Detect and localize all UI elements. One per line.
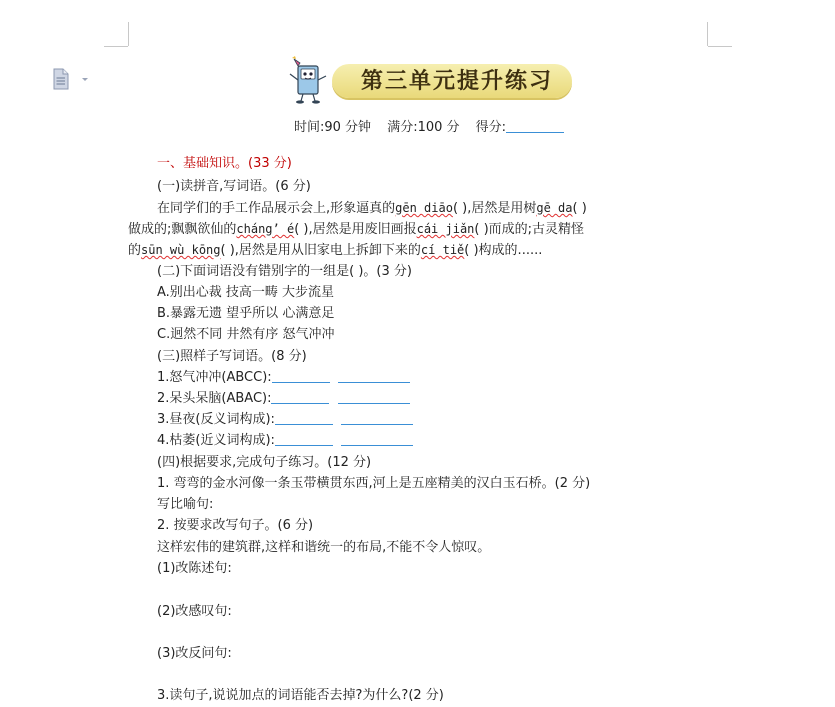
score-line bbox=[294, 116, 576, 135]
caret-down-icon bbox=[82, 78, 88, 81]
question-4-title: (四)根据要求,完成句子练习。(12 分) bbox=[157, 455, 372, 470]
answer-blank[interactable] bbox=[272, 369, 330, 383]
question-4-item-2-a[interactable]: (1)改陈述句: bbox=[157, 561, 232, 576]
text-segment: 的 bbox=[128, 243, 142, 258]
page-title: 第三单元提升练习 bbox=[360, 68, 553, 94]
question-3-title: (三)照样子写词语。(8 分) bbox=[157, 349, 307, 364]
pinyin: gē da bbox=[536, 201, 573, 215]
item-label: 1.怒气冲冲(ABCC): bbox=[157, 370, 272, 385]
title-banner bbox=[280, 54, 585, 104]
answer-blank[interactable] bbox=[341, 432, 413, 446]
text-segment: ( ),居然是用废旧画报 bbox=[294, 222, 417, 237]
question-1-line-3 bbox=[128, 241, 542, 260]
question-1-line-1 bbox=[157, 199, 587, 218]
pinyin: cí tiě bbox=[420, 243, 465, 257]
question-1-line-2 bbox=[128, 220, 584, 239]
question-2-option-b[interactable]: B.暴露无遗 望乎所以 心满意足 bbox=[157, 306, 335, 321]
text-segment: 做成的;飘飘欲仙的 bbox=[128, 222, 237, 237]
crop-mark-top-left-horizontal bbox=[104, 46, 128, 47]
question-4-item-3: 3.读句子,说说加点的词语能否去掉?为什么?(2 分) bbox=[157, 688, 444, 703]
text-segment: ( )而成的;古灵精怪 bbox=[474, 222, 585, 237]
pinyin: cái jiǎn bbox=[416, 222, 475, 236]
text-segment: ( ),居然是用树 bbox=[452, 201, 537, 216]
crop-mark-top-right-horizontal bbox=[708, 46, 732, 47]
document-icon bbox=[52, 68, 92, 90]
crop-mark-top-right-vertical bbox=[707, 22, 708, 46]
pinyin: cháng’ é bbox=[236, 222, 295, 236]
score-blank[interactable] bbox=[506, 119, 564, 133]
question-4-item-2-sentence: 这样宏伟的建筑群,这样和谐统一的布局,不能不令人惊叹。 bbox=[157, 540, 491, 555]
answer-blank[interactable] bbox=[338, 369, 410, 383]
book-mascot-icon bbox=[284, 54, 332, 104]
question-4-item-1: 1. 弯弯的金水河像一条玉带横贯东西,河上是五座精美的汉白玉石桥。(2 分) bbox=[157, 476, 591, 491]
question-2-option-a[interactable]: A.别出心裁 技高一畴 大步流星 bbox=[157, 285, 335, 300]
time-label: 时间:90 分钟 bbox=[294, 120, 372, 135]
item-label: 2.呆头呆脑(ABAC): bbox=[157, 391, 272, 406]
answer-blank[interactable] bbox=[338, 390, 410, 404]
question-3-item-1 bbox=[157, 369, 410, 387]
pinyin: sūn wù kōng bbox=[141, 243, 221, 257]
item-label: 4.枯萎(近义词构成): bbox=[157, 433, 275, 448]
crop-mark-top-left-vertical bbox=[128, 22, 129, 46]
question-1-title: (一)读拼音,写词语。(6 分) bbox=[157, 179, 311, 194]
text-segment: 在同学们的手工作品展示会上,形象逼真的 bbox=[157, 201, 396, 216]
question-4-item-2: 2. 按要求改写句子。(6 分) bbox=[157, 518, 314, 533]
section-heading: 一、基础知识。(33 分) bbox=[157, 156, 292, 171]
question-2-option-c[interactable]: C.迥然不同 井然有序 怒气冲冲 bbox=[157, 327, 335, 342]
page-options-button[interactable] bbox=[52, 68, 92, 90]
score-label: 得分: bbox=[475, 120, 507, 135]
question-3-item-4 bbox=[157, 432, 413, 450]
answer-blank[interactable] bbox=[275, 432, 333, 446]
answer-blank[interactable] bbox=[341, 411, 413, 425]
question-2-title: (二)下面词语没有错别字的一组是( )。(3 分) bbox=[157, 264, 412, 279]
text-segment: ( ),居然是用从旧家电上拆卸下来的 bbox=[220, 243, 421, 258]
item-label: 3.昼夜(反义词构成): bbox=[157, 412, 275, 427]
question-3-item-2 bbox=[157, 390, 410, 408]
answer-blank[interactable] bbox=[271, 390, 329, 404]
pinyin: gēn diāo bbox=[395, 201, 453, 215]
question-4-item-2-b[interactable]: (2)改感叹句: bbox=[157, 604, 232, 619]
answer-blank[interactable] bbox=[275, 411, 333, 425]
question-4-item-1-task[interactable]: 写比喻句: bbox=[157, 497, 214, 512]
full-score-label: 满分:100 分 bbox=[387, 120, 460, 135]
text-segment: ( ) bbox=[572, 201, 587, 216]
text-segment: ( )构成的...... bbox=[464, 243, 543, 258]
question-4-item-2-c[interactable]: (3)改反问句: bbox=[157, 646, 232, 661]
question-3-item-3 bbox=[157, 411, 413, 429]
